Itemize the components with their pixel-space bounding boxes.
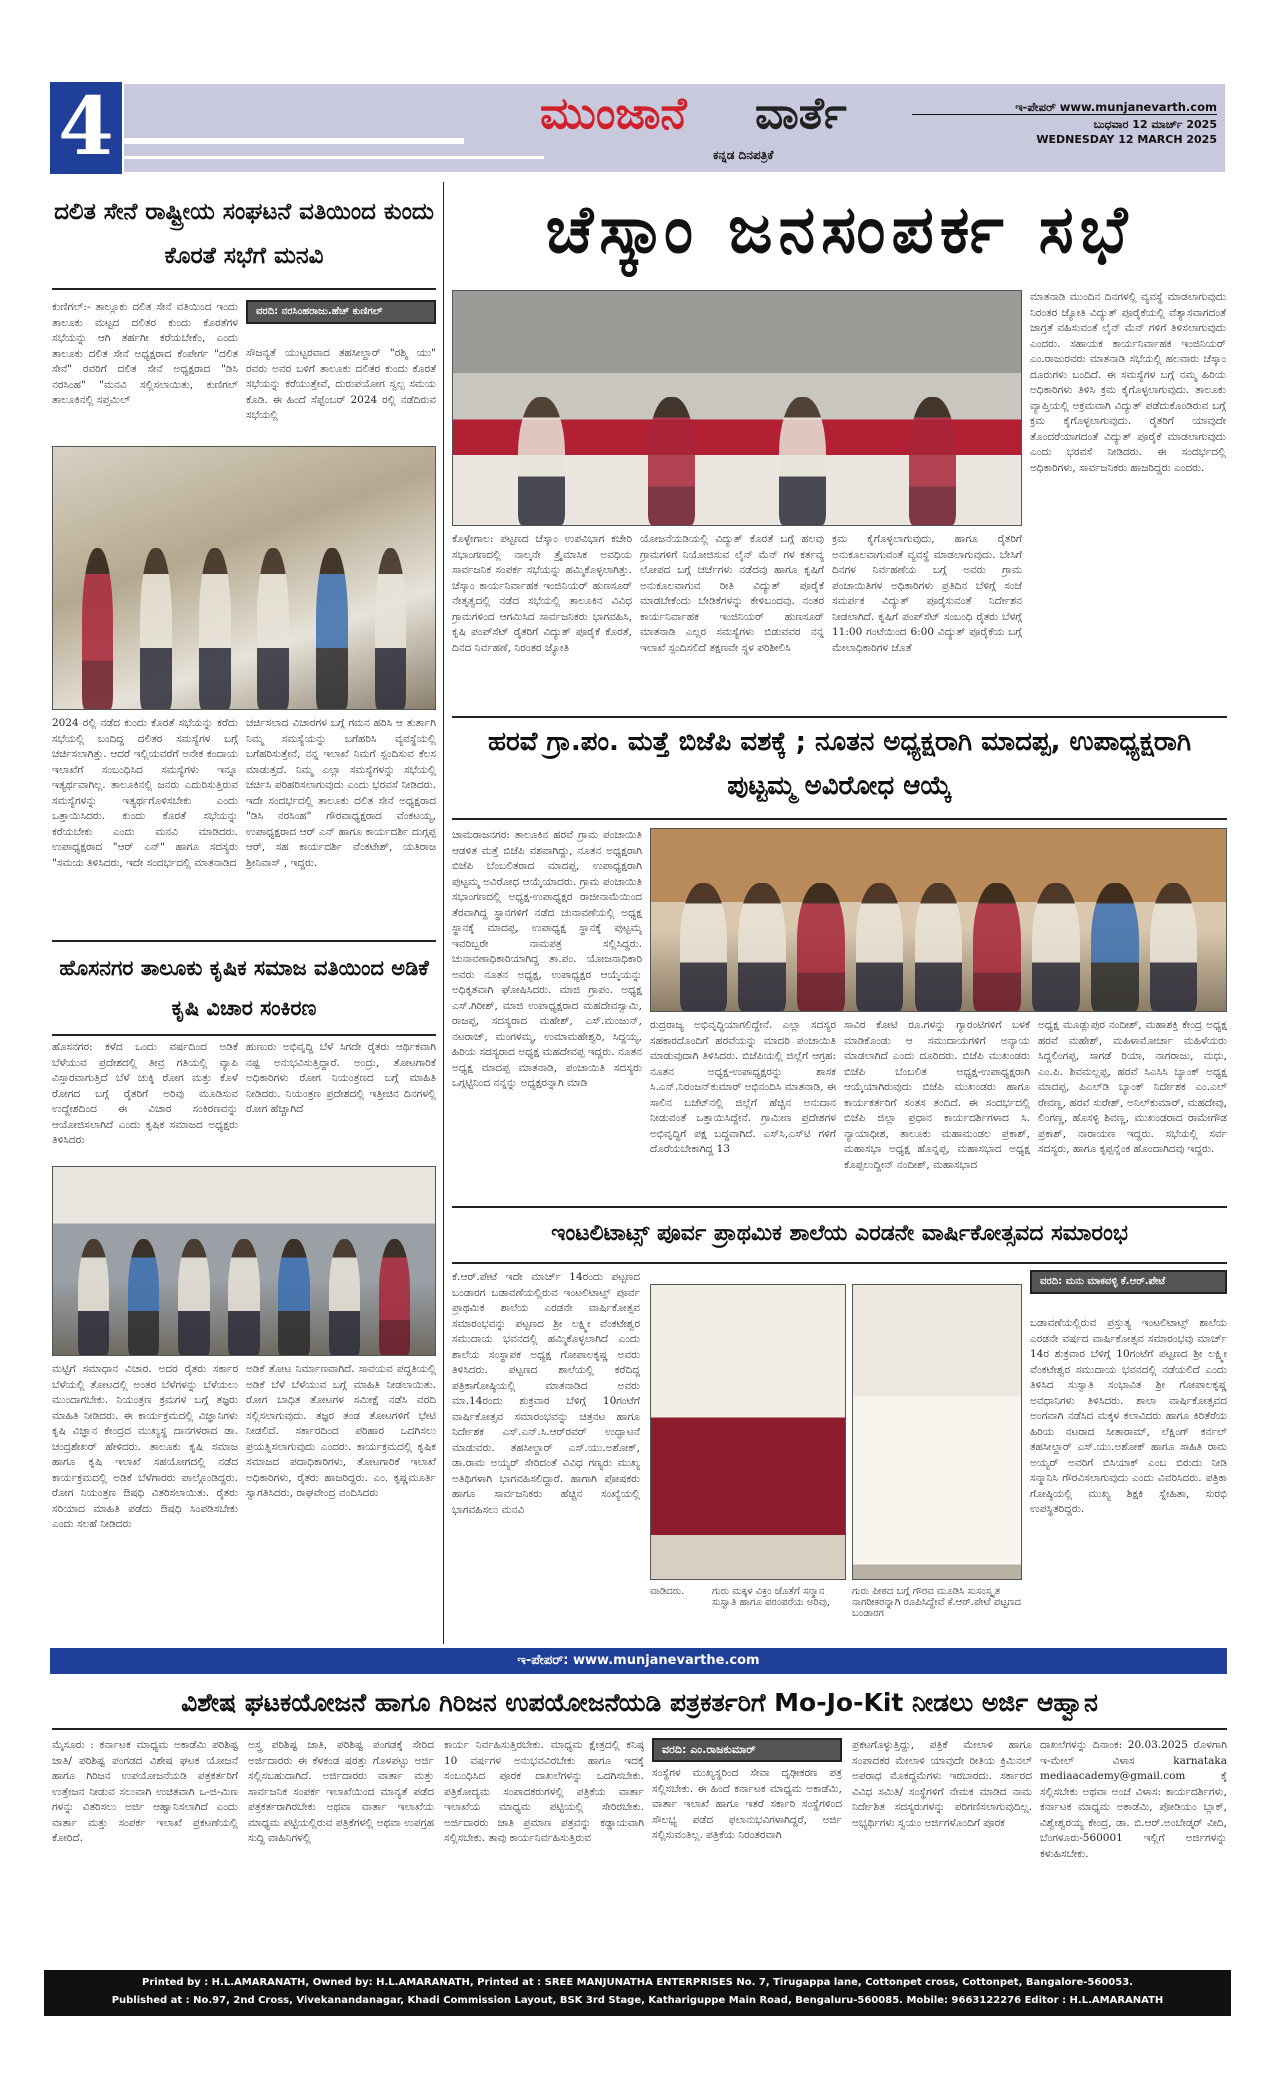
school-col1: ಕೆ.ಆರ್.ಪೇಟೆ ಇದೇ ಮಾರ್ಚ್ 14ರಂದು ಪಟ್ಟಣದ ಬಂಡಾರಗ ಬಡಾವಣೆಯಲ್ಲಿರುವ ಇಂಟಲಿಟಾಟ್ಸ್ ಪೂರ್ವ ಪ್ರಾಥಮಿಕ ಶಾಲೆಯ ಎರಡನೇ ವಾರ್ಷಿಕೋತ್ಸವ ಸಮಾರಂಭವನ್ನು ಪಟ್ಟಣದ ಶ್ರೀ ಲಕ್ಷ್ಮೀ ವೆಂಕಟೇಶ್ವರ ಸಮುದಾಯ ಭವನದಲ್ಲಿ ಹಮ್ಮಿಕೊಳ್ಳಲಾಗಿದೆ ಎಂದು ಶಾಲೆಯ ಸಂಸ್ಥಾಪಕ ಅಧ್ಯಕ್ಷ ಗೋಪಾಲಕೃಷ್ಣ ಅವರು ತಿಳಿಸಿದರು. ಪಟ್ಟಣದ ಶಾಲೆಯಲ್ಲಿ ಕರೆದಿದ್ದ ಪತ್ರಿಕಾಗೋಷ್ಠಿಯಲ್ಲಿ ಮಾತನಾಡಿದ ಅವರು ಮಾ.14ರಂದು ಶುಕ್ರವಾರ ಬೆಳಿಗ್ಗೆ 10ಗಂಟೆಗೆ ವಾರ್ಷಿಕೋತ್ಸವ ಸಮಾರಂಭವನ್ನು ಚಿತ್ರನಟ ಹಾಗೂ ನಿರ್ದೇಶಕ ಎಸ್.ಎನ್.ಸಿ.ಆರ್‌ರವರ್ ಉದ್ಘಾಟನೆ ಮಾಡುವರು. ತಹಸೀಲ್ದಾರ್ ಎಸ್.ಯು.ಅಶೋಕ್, ಡಾ.ರಾಮ ಅಯ್ಯರ್ ಸೇರಿದಂತೆ ವಿವಿಧ ಗಣ್ಯರು ಮುಖ್ಯ ಅತಿಥಿಗಳಾಗಿ ಭಾಗವಹಿಸಲಿದ್ದಾರೆ. ಹಾಗಾಗಿ ಪೋಷಕರು ಹಾಗೂ ಸಾರ್ವಜನಿಕರು ಹೆಚ್ಚಿನ ಸಂಖ್ಯೆಯಲ್ಲಿ ಭಾಗವಹಿಸಲು ಮನವಿ (452, 1271, 640, 1516)
dalita-byline: ವರದಿ: ನರಸಿಂಹರಾಜು.ಹೆಚ್ ಕುಣಿಗಲ್ (246, 300, 436, 324)
masthead-title-1: ಮುಂಜಾನೆ (540, 88, 687, 139)
harave-col3: ಸಾವಿರ ಕೋಟಿ ರೂ.ಗಳನ್ನು ಗ್ಯಾರಂಟಿಗಳಿಗೆ ಬಳಕೆ ಮಾಡಿಕೊಂಡು ಆ ಸಮುದಾಯಗಳಿಗೆ ಅನ್ಯಾಯ ಮಾಡಲಾಗಿದೆ ಎಂದು ದೂರಿದರು. ಬಿಜೆಪಿ ಮುಖಂಡರು ಬಿಜೆಪಿ ಬೆಂಬಲಿತ ಅಧ್ಯಕ್ಷ-ಉಪಾಧ್ಯಕ್ಷರಾಗಿ ಆಯ್ಕೆಯಾಗಿರುವುದು ಬಿಜೆಪಿ ಮುಖಂಡರು ಹಾಗೂ ಕಾರ್ಯಕರ್ತರಿಗೆ ಸಂತಸ ತಂದಿದೆ. ಈ ಸಂದರ್ಭದಲ್ಲಿ ಬಿಜೆಪಿ ಜಿಲ್ಲಾ ಪ್ರಧಾನ ಕಾರ್ಯದರ್ಶಿಗಳಾದ ಸಿ. ನ್ಯಾಯಾಧೀಶ, ತಾಲೂಕು ಮಹಾಮಂಡಲ ಪ್ರಕಾಶ್, ಮಹಾಸಭಾ ಅಧ್ಯಕ್ಷ ಹೊನ್ನಪ್ಪ, ಮಹಾಸಭಾದ ಅಧ್ಯಕ್ಷ ಕೊಪ್ಪಲುದ್ದೀನ್ ನಂದೀಶ್, ಮಹಾಸಭಾದ (844, 1019, 1030, 1171)
epaper-banner-text: ಇ-ಪೇಪರ್: www.munjanevarthe.com (517, 1653, 760, 1668)
hosanagara-col4: ಅಡಿಕೆ ತೋಟ ನಿರ್ಮಾಣವಾಗಿದೆ. ಸಾವಯವ ಪದ್ಧತಿಯಲ್ಲಿ ಅಡಿಕೆ ಬೆಳೆ ಬೆಳೆಯುವ ಬಗ್ಗೆ ಮಾಹಿತಿ ನೀಡಲಾಯಿತು. ರೋಗ ಬಾಧಿತ ತೋಟಗಳ ಸಮೀಕ್ಷೆ ನಡೆಸಿ ವರದಿ ಸಲ್ಲಿಸಲಾಗುವುದು. ತಜ್ಞರ ತಂಡ ತೋಟಗಳಿಗೆ ಭೇಟಿ ನೀಡಲಿದೆ. ಸರ್ಕಾರದಿಂದ ಪರಿಹಾರ ಒದಗಿಸಲು ಪ್ರಯತ್ನಿಸಲಾಗುವುದು ಎಂದರು. ಕಾರ್ಯಕ್ರಮದಲ್ಲಿ ಕೃಷಿಕ ಸಮಾಜದ ಪದಾಧಿಕಾರಿಗಳು, ತೋಟಗಾರಿಕೆ ಇಲಾಖೆ ಅಧಿಕಾರಿಗಳು, ರೈತರು ಹಾಜರಿದ್ದರು. ಎಂ. ಕೃಷ್ಣಮೂರ್ತಿ ಸ್ವಾಗತಿಸಿದರು, ರಾಘವೇಂದ್ರ ವಂದಿಸಿದರು (246, 1363, 436, 1499)
masthead-rule-top (124, 138, 464, 144)
dalita-col1: ಕುಣಿಗಲ್:- ತಾಲ್ಲೂಕು ದಲಿತ ಸೇನೆ ವತಿಯಿಂದ ಇಂದು ತಾಲೂಕು ಮಟ್ಟದ ದಲಿತರ ಕುಂದು ಕೊರತೆಗಳ ಸಭೆಯನ್ನು ಆಗಿ ತರ್ಹಗೀ ಕರೆಯಬೇಕೆಂ, ಎಂದು ತಾಲೂಕು ದಲಿತ ಸೇನೆ ಅಧ್ಯಕ್ಷರಾದ ಕೆಂಪೇರ್ಗ "ದಲಿತ ಸೇನೆ" ರವರಿಗೆ ದಲಿತ ಸೇನೆ ಅಧ್ಯಕ್ಷರಾದ "ಡಿಸಿ ನರಸಿಂಹ" "ಮನವಿ ಸಲ್ಲಿಸಲಾಯಿತು, ಕುಣಿಗಲ್ ತಾಲೂಕಿನಲ್ಲಿ ಸಪ್ತಮಿಲ್ (52, 301, 238, 406)
mojo-col1: ಮೈಸೂರು : ಕರ್ನಾಟಕ ಮಾಧ್ಯಮ ಅಕಾಡೆಮಿ ಪರಿಶಿಷ್ಟ ಜಾತಿ/ ಪರಿಶಿಷ್ಟ ಪಂಗಡದ ವಿಶೇಷ ಘಟಕ ಯೋಜನೆ ಹಾಗೂ ಗಿರಿಜನ ಉಪಯೋಜನೆಯಡಿ ಪತ್ರಕರ್ತರಿಗೆ ಉತ್ತೇಜನ ನೀಡುವ ಸಲುವಾಗಿ ಉಚಿತವಾಗಿ ಒ-ಜಿ-ಮಿಣ ಗಳನ್ನು ವಿತರಿಸಲು ಅರ್ಜಿ ಆಹ್ವಾನಿಸಲಾಗಿದೆ ಎಂದು ವಾರ್ತಾ ಮತ್ತು ಸಂಪರ್ಕ ಇಲಾಖೆ ಪ್ರಕಟಣೆಯಲ್ಲಿ ಕೋರಿದೆ. (52, 1739, 238, 1844)
cescom-headline: ಚೆಸ್ಕಾಂ ಜನಸಂಪರ್ಕ ಸಭೆ (545, 191, 1134, 268)
epaper-url: ಇ-ಪೇಪರ್ www.munjanevarth.com (1015, 100, 1217, 114)
dalita-photo (52, 446, 436, 710)
mojo-byline: ವರದಿ: ಎಂ.ರಾಜಕುಮಾರ್ (652, 1738, 842, 1762)
school-photo-1 (650, 1284, 846, 1580)
date-kannada: ಬುಧವಾರ 12 ಮಾರ್ಚ್ 2025 (1093, 118, 1217, 131)
epaper-banner (50, 1648, 1227, 1674)
masthead-rule-bottom (124, 156, 544, 159)
school-headline: ಇಂಟಲಿಟಾಟ್ಸ್ ಪೂರ್ವ ಪ್ರಾಥಮಿಕ ಶಾಲೆಯ ಎರಡನೇ ವಾರ್ಷಿಕೋತ್ಸವದ ಸಮಾರಂಭ (551, 1221, 1128, 1246)
harave-col2: ರುದ್ರರಾಜ್ಯ ಅಭಿವೃದ್ಧಿಯಾಗಲಿದ್ದೇನೆ. ಎಲ್ಲಾ ಸದಸ್ಯರ ಸಹಕಾರದೊಂದಿಗೆ ಹರವೆಯನ್ನು ಮಾದರಿ ಪಂಚಾಯಿತಿ ಮಾಡುವುದಾಗಿ ತಿಳಿಸಿದರು. ಬಿಜೆಪಿಯಲ್ಲಿ ಜಿಲ್ಲೆಗೆ ಆಗ್ರಹ: ನೂತನ ಅಧ್ಯಕ್ಷ-ಉಪಾಧ್ಯಕ್ಷರನ್ನು ಶಾಸಕ ಸಿ.ಎನ್.ನಿರಂಜನ್‌ಕುಮಾರ್ ಅಭಿನಂದಿಸಿ ಮಾತನಾಡಿ, ಈ ಸಾಲಿನ ಬಜೆಟ್‌ನಲ್ಲಿ ಜಿಲ್ಲೆಗೆ ಹೆಚ್ಚಿನ ಅನುದಾನ ನೀಡುವಂತೆ ಒತ್ತಾಯಿಸಿದ್ದೇನೆ. ಗ್ರಾಮೀಣ ಪ್ರದೇಶಗಳ ಅಭಿವೃದ್ಧಿಗೆ ಪಕ್ಷ ಬದ್ಧವಾಗಿದೆ. ಎಸ್‌ಸಿ,ಎಸ್‌ಟಿ ಗಳಿಗೆ ದೊರೆಯಬೇಕಾಗಿದ್ದ 13 (650, 1019, 836, 1155)
masthead (50, 79, 1225, 174)
dalita-col3: 2024 ರಲ್ಲಿ ನಡೆದ ಕುಂದು ಕೊರತೆ ಸಭೆಯನ್ನು ಕರೆದು ಸಭೆಯಲ್ಲಿ ಬಂದಿದ್ದ ದಲಿತರ ಸಮಸ್ಯೆಗಳ ಬಗ್ಗೆ ಚರ್ಚಿಸಲಾಗಿತ್ತು. ಆದರೆ ಇಲ್ಲಿಯವರೆಗೆ ಅನೇಕ ಕಂದಾಯ ಇಲಾಖೆಗೆ ಸಂಬಂಧಿಸಿದ ಸಮಸ್ಯೆಗಳು ಇನ್ನೂ ಇತ್ಯರ್ಥವಾಗಿಲ್ಲ. ತಾಲೂಕಿನಲ್ಲಿ ಜನರು ಎದುರಿಸುತ್ತಿರುವ ಸಮಸ್ಯೆಗಳನ್ನು ಇತ್ಯರ್ಥಗೊಳಿಸಬೇಕು ಎಂದು ಒತ್ತಾಯಿಸಿದರು. ಕುಂದು ಕೊರತೆ ಸಭೆಯನ್ನು ಕರೆಯಬೇಕು ಎಂದು ಮನವಿ ಮಾಡಿದರು. ಉಪಾಧ್ಯಕ್ಷರಾದ "ಆರ್ ಎನ್" ಹಾಗೂ ಸದಸ್ಯರು "ಸಮಯ ತಿಳಿಸಿದರು, ಇದೇ ಸಂದರ್ಭದಲ್ಲಿ ಮಾತನಾಡಿದ (52, 717, 238, 869)
mojo-col2: ಅಸ್ತ್ರ ಪರಿಶಿಷ್ಟ ಜಾತಿ, ಪರಿಶಿಷ್ಟ ಪಂಗಡಕ್ಕೆ ಸೇರಿದ ಅರ್ಜಿದಾರರು ಈ ಕೆಳಕಂಡ ಷರತ್ತು ಗೊಳಪಟ್ಟು ಅರ್ಜಿ ಸಲ್ಲಿಸಬಹುದಾಗಿದೆ. ಅರ್ಜಿದಾರರು ವಾರ್ತಾ ಮತ್ತು ಸಾರ್ವಜನಿಕ ಸಂಪರ್ಕ ಇಲಾಖೆಯಿಂದ ಮಾನ್ಯತೆ ಪಡೆದ ಪತ್ರಕರ್ತರಾಗಿರಬೇಕು ಅಥವಾ ವಾರ್ತಾ ಇಲಾಖೆಯ ಮಾಧ್ಯಮ ಪಟ್ಟಿಯಲ್ಲಿರುವ ಪತ್ರಿಕೆಗಳಲ್ಲಿ ಅಥವಾ ಉಪಗ್ರಹ ಸುದ್ದಿ ವಾಹಿನಿಗಳಲ್ಲಿ (248, 1739, 434, 1844)
mojo-col4: ಸಂಸ್ಥೆಗಳ ಮುಖ್ಯಸ್ಥರಿಂದ ಸೇವಾ ದೃಢೀಕರಣ ಪತ್ರ ಸಲ್ಲಿಸಬೇಕು. ಈ ಹಿಂದೆ ಕರ್ನಾಟಕ ಮಾಧ್ಯಮ ಅಕಾಡೆಮಿ, ವಾರ್ತಾ ಇಲಾಖೆ ಹಾಗೂ ಇತರೆ ಸರ್ಕಾರಿ ಸಂಸ್ಥೆಗಳಿಂದ ಸೌಲಭ್ಯ ಪಡೆದ ಫಲಾನುಭವಿಗಳಾಗಿದ್ದರೆ, ಅರ್ಜಿ ಸಲ್ಲಿಸುವಂತಿಲ್ಲ. ಪತ್ರಿಕೆಯ ನಿರಂತರವಾಗಿ (652, 1767, 842, 1841)
harave-photo (650, 828, 1227, 1012)
hosanagara-col1: ಹೊಸನಗರ: ಕಳೆದ ಒಂದು ವರ್ಷದಿಂದ ಅಡಿಕೆ ಬೆಳೆಯುವ ಪ್ರದೇಶದಲ್ಲಿ ತೀವ್ರ ಗತಿಯಲ್ಲಿ ವ್ಯಾಪಿ ವಿಸ್ತಾರವಾಗುತ್ತಿದೆ ಬೆಳೆ ಚುಕ್ಕಿ ರೋಗ ಮತ್ತು ಕೊಳೆ ರೋಗದ ಬಗ್ಗೆ ರೈತರಿಗೆ ಅರಿವು ಮೂಡಿಸುವ ಉದ್ದೇಶದಿಂದ ಈ ವಿಚಾರ ಸಂಕಿರಣವನ್ನು ಆಯೋಜಿಸಲಾಗಿದೆ ಎಂದು ಕೃಷಿಕ ಸಮಾಜದ ಅಧ್ಯಕ್ಷರು ತಿಳಿಸಿದರು (52, 1041, 238, 1146)
school-col4: ಬಡಾವಣೆಯಲ್ಲಿರುವ ಪ್ರಸ್ತುತ್ಯ ಇಂಟಲಿಟಾಟ್ಸ್ ಶಾಲೆಯ ಎರಡನೇ ವರ್ಷದ ವಾರ್ಷಿಕೋತ್ಸವ ಸಮಾರಂಭವು ಮಾರ್ಚ್ 14ರ ಶುಕ್ರವಾರ ಬೆಳಿಗ್ಗೆ 10ಗಂಟೆಗೆ ಪಟ್ಟಣದ ಶ್ರೀ ಲಕ್ಷ್ಮೀ ವೆಂಕಟೇಶ್ವರ ಸಮುದಾಯ ಭವನದಲ್ಲಿ ನಡೆಯಲಿದೆ ಎಂದು ತಿಳಿಸಿದ ಸುಸ್ವಾತಿ ಸಂಭಾವಿತ ಶ್ರೀ ಗೋಪಾಲಕೃಷ್ಣ ಅವಧಾನಿಗಳು ತಿಳಿಸಿದರು. ಶಾಲಾ ವಾರ್ಷಿಕೋತ್ಸವದ ಅಂಗವಾಗಿ ನಡೆಸಿದ ಮಕ್ಕಳ ಕಲಾವಿದರು ಹಾಗೂ ಕಿರಿತೆರೆಯ ಹಿರಿಯ ನಟರಾದ ಸೀತಾರಾಮ್, ಲೆಕ್ಷಿಂಗ್ ಕರ್ನಲ್ ತಹಸೀಲ್ದಾರ್ ಎಸ್.ಯು.ಅಶೋಕ್ ಹಾಗೂ ಸಾಹಿತಿ ರಾಮ ಅಯ್ಯರ್ ಅವರಿಗೆ ಬಿಸಿಯಾಕ್ ಎಂಬ ಬಿರುದು ನೀಡಿ ಸನ್ಮಾನಿಸಿ ಗೌರವಿಸಲಾಗುವುದು ಎಂದು ವಿವರಿಸಿದರು. ಪತ್ರಿಕಾ ಗೋಷ್ಠಿಯಲ್ಲಿ ಮುಖ್ಯ ಶಿಕ್ಷಕಿ ಸ್ನೇಹಿತಾ, ಸುರಭಿ ಉಪಸ್ಥಿತರಿದ್ದರು. (1030, 1317, 1227, 1515)
imprint-line-2: Published at : No.97, 2nd Cross, Vivekanandanagar, Khadi Commission Layout, BSK 3rd Stage, Kathariguppe Main Road, Bengaluru-560085. Mobile: 9663122276 Editor : H.L.AMARANATH (111, 1995, 1164, 2006)
dalita-col2: ಸೌಜನ್ಯತೆ ಯುಟ್ಟರವಾದ ತಹಸೀಲ್ದಾರ್ "ರಶ್ಮಿ ಯು" ರವರು ಅವರ ಬಳಿಗೆ ತಾಲೂಕು ದಲಿತರ ಕುಂದು ಕೊರತೆ ಸಭೆಯನ್ನು ಕರೆಯುತ್ತೇವೆ, ದುರುಪಯೋಗ ಸ್ವಲ್ಪ ಸಮಯ ಕೊಡಿ. ಈ ಹಿಂದೆ ಸೆಪ್ಟೆಂಬರ್ 2024 ರಲ್ಲಿ ನಡೆದಿರುವ ಸಭೆಯಲ್ಲಿ (246, 347, 436, 421)
imprint-line-1: Printed by : H.L.AMARANATH, Owned by: H.L.AMARANATH, Printed at : SREE MANJUNATHA ENTERPRISES No. 7, Tirugappa lane, Cottonpet cross, Cottonpet, Bangalore-560053. (142, 1977, 1133, 1988)
masthead-title-2: ವಾರ್ತೆ (755, 88, 847, 139)
hosanagara-col3: ಮಟ್ಟಿಗೆ ಸಮಾಧಾನ ವಿಚಾರ. ಅದರ ರೈತರು ಸರ್ಕಾರ ಬೆಳೆಯಲ್ಲಿ ತೋಟದಲ್ಲಿ ಅಂತರ ಬೆಳೆಗಳನ್ನು ಬೆಳೆಯಲು ಮುಂದಾಗಬೇಕು. ನಿಯಂತ್ರಣ ಕ್ರಮಗಳ ಬಗ್ಗೆ ತಜ್ಞರು ಮಾಹಿತಿ ನೀಡಿದರು. ಈ ಕಾರ್ಯಕ್ರಮದಲ್ಲಿ ವಿಜ್ಞಾನಿಗಳು ಕೃಷಿ ವಿಜ್ಞಾನ ಕೇಂದ್ರದ ಮುಖ್ಯಸ್ಥ ದಾನಗಳರಾದ ಡಾ. ಚಂದ್ರಶೇಖರ್ ಹೇಳಿದರು. ತಾಲೂಕು ಕೃಷಿ ಸಮಾಜ ಹಾಗೂ ಕೃಷಿ ಇಲಾಖೆ ಸಹಯೋಗದಲ್ಲಿ ನಡೆದ ಕಾರ್ಯಕ್ರಮದಲ್ಲಿ ಅಡಿಕೆ ಬೆಳೆಗಾರರು ಪಾಲ್ಗೊಂಡಿದ್ದರು. ರೋಗ ನಿಯಂತ್ರಣ ಔಷಧಿ ವಿತರಿಸಲಾಯಿತು. ರೈತರು ಸರಿಯಾದ ಮಾಹಿತಿ ಪಡೆದು ಔಷಧಿ ಸಿಂಪಡಿಸಬೇಕು ಎಂದು ಸಲಹೆ ನೀಡಿದರು (52, 1363, 238, 1530)
harave-headline: ಹರವೆ ಗ್ರಾ.ಪಂ. ಮತ್ತೆ ಬಿಜೆಪಿ ವಶಕ್ಕೆ ; ನೂತನ ಅಧ್ಯಕ್ಷರಾಗಿ ಮಾದಪ್ಪ, ಉಪಾಧ್ಯಕ್ಷರಾಗಿ ಪುಟ್ಟಮ್ಮ ಅವಿರೋಧ ಆಯ್ಕೆ (487, 727, 1192, 801)
dalita-col4: ಚರ್ಚಿಸಲಾದ ವಿಚಾರಗಳ ಬಗ್ಗೆ ಗಮನ ಹರಿಸಿ ಆ ತುರ್ತಾಗಿ ನಿಮ್ಮ ಸಮಸ್ಯೆಯನ್ನು ಬಗೆಹರಿಸಿ ವ್ಯವಸ್ಥೆಯಲ್ಲಿ ಬಗೆಹರಿಸುತ್ತೇನೆ, ನನ್ನ ಇಲಾಖೆ ನಿಮಗೆ ಸ್ಪಂದಿಸುವ ಕೆಲಸ ಮಾಡುತ್ತದೆ. ನಿಮ್ಮ ಎಲ್ಲಾ ಸಮಸ್ಯೆಗಳನ್ನು ಸಭೆಯಲ್ಲಿ ಚರ್ಚಿಸಿ ಪರಿಹರಿಸಲಾಗುವುದು ಎಂದು ಭರವಸೆ ನೀಡಿದರು. ಇದೇ ಸಂದರ್ಭದಲ್ಲಿ ತಾಲೂಕು ದಲಿತ ಸೇನೆ ಅಧ್ಯಕ್ಷರಾದ "ಡಿಸಿ ನರಸಿಂಹ" ಗೌರವಾಧ್ಯಕ್ಷರಾದ ವೆಂಕಟಯ್ಯ, ಉಪಾಧ್ಯಕ್ಷರಾದ ಆರ್ ಎನ್ ಹಾಗೂ ಕಾರ್ಯದರ್ಶಿ ದುಗ್ಗಪ್ಪ ಆರ್, ಸಹ ಕಾರ್ಯದರ್ಶಿ ವೆಂಕಟೇಶ್, ಯತಿರಾಜ ಶ್ರೀನಿವಾಸ್ , ಇದ್ದರು. (246, 717, 436, 869)
school-photo-2 (852, 1284, 1022, 1580)
harave-col4: ಅಧ್ಯಕ್ಷ ಮೂಡ್ಲುಪುರ ನಂದೀಶ್, ಮಹಾಶಕ್ತಿ ಕೇಂದ್ರ ಅಧ್ಯಕ್ಷ ಹರವೆ ಮಹೇಶ್, ಮಹಿಳಾಮೋರ್ಚಾ ಮಹಿಳೆಯರು ಸಿದ್ದಲಿಂಗಪ್ಪ, ಸಾಗಡೆ ರಿಯಾ, ನಾಗರಾಜು, ಮಧು, ಎಂ.ಪಿ. ಶಿವಮಲ್ಲಪ್ಪ, ಹರವೆ ಸಿಎಸಿಸಿ ಬ್ಯಾಂಕ್ ಅಧ್ಯಕ್ಷ ಮಾದಪ್ಪ, ಪಿಎಲ್‌ಡಿ ಬ್ಯಾಂಕ್ ನಿರ್ದೇಶಕ ಎಂ.ಎಲ್ ರೇವಣ್ಣ, ಹರವೆ ಸುರೇಶ್, ಅನಿಲ್‌ಕುಮಾರ್, ಮಹದೇವು, ಲಿಂಗಣ್ಣ, ಹೊಸಳ್ಳಿ ಶಿವಣ್ಣ, ಮುಖಂಡರಾದ ರಾಮೇಗೌಡ ಪ್ರಕಾಶ್, ನಾರಾಯಣ ಇದ್ದರು. ಸಭೆಯಲ್ಲಿ ಸರ್ವ ಸದಸ್ಯರು, ಹಾಗೂ ಕೃಪ್ಪನ್ನೆಂಕ ಹೊಂದಾಗಿದವು ಇದ್ದರು. (1038, 1019, 1227, 1155)
column-divider-main (443, 182, 444, 1644)
school-byline: ವರದಿ: ಮನು ಮಾಕವಳ್ಳಿ ಕೆ.ಆರ್.ಪೇಟೆ (1030, 1270, 1227, 1294)
cescom-photo (452, 290, 1022, 526)
harave-col1: ಚಾಮರಾಜನಗರ: ತಾಲೂಕಿನ ಹರವೆ ಗ್ರಾಮ ಪಂಚಾಯಿತಿ ಆಡಳಿತ ಮತ್ತೆ ಬಿಜೆಪಿ ವಶವಾಗಿದ್ದು, ನೂತನ ಅಧ್ಯಕ್ಷರಾಗಿ ಬಿಜೆಪಿ ಬೆಂಬಲಿತರಾದ ಮಾದಪ್ಪ, ಉಪಾಧ್ಯಕ್ಷರಾಗಿ ಪುಟ್ಟಮ್ಮ ಅವಿರೋಧ ಆಯ್ಕೆಯಾದರು. ಗ್ರಾಮ ಪಂಚಾಯಿತಿ ಸಭಾಂಗಣದಲ್ಲಿ ಅಧ್ಯಕ್ಷ-ಉಪಾಧ್ಯಕ್ಷರ ರಾಜೀನಾಮೆಯಿಂದ ತೆರವಾಗಿದ್ದ ಸ್ಥಾನಗಳಿಗೆ ನಡೆದ ಚುನಾವಣೆಯಲ್ಲಿ ಅಧ್ಯಕ್ಷ ಸ್ಥಾನಕ್ಕೆ ಮಾದಪ್ಪ, ಉಪಾಧ್ಯಕ್ಷ ಸ್ಥಾನಕ್ಕೆ ಪುಟ್ಟಮ್ಮ ಇವರಿಬ್ಬರೇ ನಾಮಪತ್ರ ಸಲ್ಲಿಸಿದ್ದರು. ಚುನಾವಣಾಧಿಕಾರಿಯಾಗಿದ್ದ ತಾ.ಪಂ. ಯೋಜನಾಧಿಕಾರಿ ಅವರು ನೂತನ ಅಧ್ಯಕ್ಷ, ಉಪಾಧ್ಯಕ್ಷರ ಆಯ್ಕೆಯನ್ನು ಅಧಿಕೃತವಾಗಿ ಘೋಷಿಸಿದರು. ಮಾಜಿ ಗ್ರಾಪಂ. ಅಧ್ಯಕ್ಷ ಎಸ್.ಗಿರೀಶ್, ಮಾಜಿ ಉಪಾಧ್ಯಕ್ಷರಾದ ಮಹದೇವಸ್ವಾಮಿ, ರಾಜಪ್ಪ, ಸದಸ್ಯರಾದ ಮಹೇಶ್, ಎಸ್.ಮಂಜುನ್, ನಟರಾಜ್, ಮಂಗಳಮ್ಮ, ಉಮಾಮಹೇಶ್ವರಿ, ಸಿದ್ದಯ್ಯ, ಹಿರಿಯ ಸದಸ್ಯರಾದ ಅಧ್ಯಕ್ಷ ಮಹದೇವಪ್ಪ ಇದ್ದರು. ನೂತನ ಅಧ್ಯಕ್ಷ ಮಾದಪ್ಪ ಮಾತನಾಡಿ, ಪಂಚಾಯಿತಿ ಸದಸ್ಯರು ಒಗ್ಗಟ್ಟಿನಿಂದ ನನ್ನನ್ನು ಅಧ್ಯಕ್ಷರನ್ನಾಗಿ ಮಾಡಿ (452, 829, 642, 1089)
cescom-col4: ಮಾತನಾಡಿ ಮುಂದಿನ ದಿನಗಳಲ್ಲಿ ವ್ಯವಸ್ಥೆ ಮಾಡಲಾಗುವುದು ನಿರಂತರ ಜ್ಯೋತಿ ವಿದ್ಯುತ್ ಪೂರೈಕೆಯಲ್ಲಿ ವೆತ್ಯಾಸವಾಗದಂತೆ ಜಾಗ್ರತೆ ವಹಿಸುವಂತೆ ಲೈನ್ ಮೆನ್ ಗಳಿಗೆ ತಿಳಿಸಲಾಗುವುದು ಎಂದರು. ಸಹಾಯಕ ಕಾರ್ಯನಿರ್ವಾಹಕ ಇಂಜಿನಿಯರ್ ಎಂ.ರಾಜುರವರು ಮಾತನಾಡಿ ಸಭೆಯಲ್ಲಿ ಹಲವಾರು ಚೆಸ್ಕಾಂ ದೂರುಗಳು ಬಂದಿದೆ. ಈ ಸಮಸ್ಯೆಗಳ ಬಗ್ಗೆ ನಮ್ಮ ಹಿರಿಯ ಅಧಿಕಾರಿಗಳು ತಿಳಿಸಿ ಕ್ರಮ ಕೈಗೊಳ್ಳಲಾಗುವುದು. ತಾಲೂಕು ವ್ಯಾಪ್ತಿಯಲ್ಲಿ ಅಕ್ರಮವಾಗಿ ವಿದ್ಯುತ್ ಪಡೆದುಕೊಂಡಿರುವ ಬಗ್ಗೆ ಕ್ರಮ ಕೈಗೊಳ್ಳಲಾಗುವುದು. ರೈತರಿಗೆ ಯಾವುದೇ ತೊಂದರೆಯಾಗದಂತೆ ವಿದ್ಯುತ್ ಪೂರೈಕೆ ಮಾಡಲಾಗುವುದು ಎಂದು ಭರವಸೆ ನೀಡಿದರು. ಈ ಸಂದರ್ಭದಲ್ಲಿ ಅಧಿಕಾರಿಗಳು, ಸಾರ್ವಜನಿಕರು ಹಾಜರಿದ್ದರು ಎಂದರು. (1030, 291, 1226, 474)
mojo-col6: ದಾಖಲೆಗಳನ್ನು ದಿನಾಂಕ: 20.03.2025 ರೊಳಗಾಗಿ ಇ-ಮೇಲ್ ವಿಳಾಸ karnataka mediaacademy@gmail.com ಕ್ಕೆ ಸಲ್ಲಿಸಬೇಕು ಅಥವಾ ಅಂಚೆ ವಿಳಾಸ: ಕಾರ್ಯದರ್ಶಿಗಳು, ಕರ್ನಾಟಕ ಮಾಧ್ಯಮ ಅಕಾಡೆಮಿ, ಪೋಡಿಯಂ ಬ್ಲಾಕ್, ವಿಶ್ವೇಶ್ವರಯ್ಯ ಕೇಂದ್ರ, ಡಾ. ಬಿ.ಆರ್.ಅಂಬೇಡ್ಕರ್ ವೀದಿ, ಬೆಂಗಳೂರು-560001 ಇಲ್ಲಿಗೆ ಅರ್ಜಿಗಳನ್ನು ಕಳುಹಿಸಬೇಕು. (1040, 1739, 1227, 1860)
school-caption-2: ಗುರು ಮಕ್ಕಳ ವಿಕ್ರಂ ಜೊತೆಗೆ ಸನ್ಮಾನ ಸುಸ್ವಾತಿ ಹಾಗೂ ಪರಂಪರೆಯ ಅರಿವು, (712, 1586, 831, 1608)
mojo-col3: ಕಾರ್ಯ ನಿರ್ವಹಿಸುತ್ತಿರಬೇಕು. ಮಾಧ್ಯಮ ಕ್ಷೇತ್ರದಲ್ಲಿ ಕನಿಷ್ಠ 10 ವರ್ಷಗಳ ಅನುಭವವಿರಬೇಕು ಹಾಗೂ ಇದಕ್ಕೆ ಸಂಬಂಧಿಸಿದ ಪೂರಕ ದಾಖಲೆಗಳನ್ನು ಒದಗಿಸಬೇಕು. ಪತ್ರಿಕೋದ್ಯಮ ಸಂಪಾದಕರುಗಳಲ್ಲಿ ಪತ್ರಿಕೆಯ ವಾರ್ತಾ ಇಲಾಖೆಯ ಮಾಧ್ಯಮ ಪಟ್ಟಿಯಲ್ಲಿ ಸೇರಿರಬೇಕು. ಅರ್ಜಿದಾರರು ಜಾತಿ ಪ್ರಮಾಣ ಪತ್ರವನ್ನು ಕಡ್ಡಾಯವಾಗಿ ಸಲ್ಲಿಸಬೇಕು. ತಾವು ಕಾರ್ಯನಿರ್ವಹಿಸುತ್ತಿರುವ (444, 1739, 644, 1844)
school-caption-3: ಗುರು ಪೀಠದ ಬಗ್ಗೆ ಗೌರವ ಮೂಡಿಸಿ ಸುಸಂಸ್ಕೃತ ನಾಗರೀಕರನ್ನಾಗಿ ರೂಪಿಸಿದ್ದೇವೆ ಕೆ.ಆರ್.ಪೇಟೆ ಪಟ್ಟಣದ ಬಂಡಾರಗ (852, 1586, 1021, 1619)
school-caption-1: ವಾಡಿದರು. (650, 1586, 685, 1597)
mojo-col5: ಪ್ರಕಟಗೊಳ್ಳುತ್ತಿದ್ದು, ಪತ್ರಿಕೆ ಮೇಲಾಳಿ ಹಾಗೂ ಸಂಪಾದಕರ ಮೇಲಾಳಿ ಯಾವುದೇ ರೀತಿಯ ಕ್ರಿಮಿನಲ್ ಅಪರಾಧ ಮೊಕದ್ದಮೆಗಳು ಇರಬಾರದು. ಸರ್ಕಾರದ ವಿವಿಧ ಸಮಿತಿ/ ಸಂಸ್ಥೆಗಳಿಗೆ ನೇಮಕ ಮಾಡಿದ ನಾಮ ನಿರ್ದೇಶಿತ ಸದಸ್ಯರುಗಳನ್ನು ಪರಿಗಣಿಸಲಾಗುವುದಿಲ್ಲ. ಅಭ್ಯರ್ಥಿಗಳು ಸ್ವಯಂ ಅರ್ಜಿಗಳೊಂದಿಗೆ ಪೂರಕ (852, 1739, 1032, 1829)
hosanagara-col2: ಹುಣುರು ಅಭಿವೃದ್ಧಿ ಬೆಳೆ ಸಿಗದೇ ರೈತರು ಆರ್ಥಿಕವಾಗಿ ನಷ್ಟ ಅನುಭವಿಸುತ್ತಿದ್ದಾರೆ. ಅಂದ್ರು, ತೋಟಗಾರಿಕೆ ಅಧಿಕಾರಿಗಳು ರೋಗ ನಿಯಂತ್ರಣದ ಬಗ್ಗೆ ಮಾಹಿತಿ ನೀಡಿದರು. ನಿಯಂತ್ರಣ ಪ್ರದೇಶದಲ್ಲಿ ಇತ್ತೀಚಿನ ದಿನಗಳಲ್ಲಿ ರೋಗ ಹೆಚ್ಚಾಗಿದೆ (246, 1041, 436, 1115)
cescom-col2: ಯೋಜನೆಯಡಿಯಲ್ಲಿ ವಿದ್ಯುತ್ ಕೊರತೆ ಬಗ್ಗೆ ಹಲವು ಗ್ರಾಮಗಳಿಗೆ ನಿಯೋಜಿಸುವ ಲೈನ್ ಮೆನ್ ಗಳ ಕರ್ತವ್ಯ ಲೋಪದ ಬಗ್ಗೆ ಚರ್ಚೆಗಳು ನಡೆದವು ಹಾಗೂ ಕೃಷಿಗೆ ಅನುಕೂಲವಾಗುವ ರೀತಿ ವಿದ್ಯುತ್ ಪೂರೈಕೆ ಮಾಡಬೇಕೆಂದು ಬೇಡಿಕೆಗಳನ್ನು ಕೇಳಿಬಂದವು. ನಂತರ ಕಾರ್ಯನಿರ್ವಾಹಕ ಇಂಜಿನಿಯರ್ ಹುಣಸೂರ್ ಮಾತನಾಡಿ ಎಲ್ಲರ ಸಮಸ್ಯೆಗಳು ಬಿಡುವವರ ನನ್ನ ಇಲಾಖೆ ಸ್ಪಂದಿಸಲಿದೆ ತಕ್ಷಣವೇ ಸ್ಥಳ ಪರಿಶೀಲಿಸಿ (640, 533, 824, 654)
hosanagara-headline: ಹೊಸನಗರ ತಾಲೂಕು ಕೃಷಿಕ ಸಮಾಜ ವತಿಯಿಂದ ಅಡಿಕೆ ಕೃಷಿ ವಿಚಾರ ಸಂಕಿರಣ (59, 956, 429, 1020)
masthead-subtitle: ಕನ್ನಡ ದಿನಪತ್ರಿಕೆ (713, 148, 774, 162)
cescom-col3: ಕ್ರಮ ಕೈಗೊಳ್ಳಲಾಗುವುದು, ಹಾಗೂ ರೈತರಿಗೆ ಅನುಕೂಲವಾಗುವಂತೆ ವ್ಯವಸ್ಥೆ ಮಾಡಲಾಗುವುದು. ಬೇಸಿಗೆ ದಿನಗಳ ನಿರ್ವಹಣೆಯ ಬಗ್ಗೆ ಅವರು ಗ್ರಾಮ ಪಂಚಾಯಿತಿಗಳ ಅಧಿಕಾರಿಗಳು ಪ್ರತಿದಿನ ಬೆಳಿಗ್ಗೆ ಸಂಜೆ ಸಮರ್ಪಕ ವಿದ್ಯುತ್ ಪೂರೈಸುವಂತೆ ನಿರ್ದೇಶನ ನೀಡಲಾಗಿದೆ. ಕೃಷಿಗೆ ಪಂಪ್‌ಸೆಟ್ ಸಂಬಂಧಿ ರೈತರು ಬೆಳಗ್ಗೆ 11:00 ಗಂಟೆಯಿಂದ 6:00 ವಿದ್ಯುತ್ ಪೂರೈಕೆಯ ಬಗ್ಗೆ ಮೇಲಾಧಿಕಾರಿಗಳ ಜೊತೆ (832, 533, 1022, 654)
page-number: 4 (58, 79, 114, 173)
date-english: WEDNESDAY 12 MARCH 2025 (1036, 133, 1217, 146)
dalita-headline: ದಲಿತ ಸೇನೆ ರಾಷ್ಟ್ರೀಯ ಸಂಘಟನೆ ವತಿಯಿಂದ ಕುಂದು ಕೊರತೆ ಸಭೆಗೆ ಮನವಿ (54, 199, 434, 269)
mojo-headline: ವಿಶೇಷ ಘಟಕಯೋಜನೆ ಹಾಗೂ ಗಿರಿಜನ ಉಪಯೋಜನೆಯಡಿ ಪತ್ರಕರ್ತರಿಗೆ Mo-Jo-Kit ನೀಡಲು ಅರ್ಜಿ ಆಹ್ವಾನ (181, 1688, 1098, 1717)
cescom-col1: ಕೊಳ್ಳೇಗಾಲ: ಪಟ್ಟಣದ ಚೆಸ್ಕಾಂ ಉಪವಿಭಾಗ ಕಚೇರಿ ಸಭಾಂಗಣದಲ್ಲಿ ನಾಲ್ಕನೇ ತ್ರೈಮಾಸಿಕ ಅವಧಿಯ ಸಾರ್ವಜನಿಕ ಸಂಪರ್ಕ ಸಭೆಯನ್ನು ಹಮ್ಮಿಕೊಳ್ಳಲಾಗಿತ್ತು. ಚೆಸ್ಕಾಂ ಕಾರ್ಯನಿರ್ವಾಹಕ ಇಂಜಿನಿಯರ್ ಹುಣಸೂರ್ ನೇತೃತ್ವದಲ್ಲಿ ನಡೆದ ಸಭೆಯಲ್ಲಿ ತಾಲೂಕಿನ ವಿವಿಧ ಗ್ರಾಮಗಳಿಂದ ಆಗಮಿಸಿದ ಸಾರ್ವಜನಿಕರು ಭಾಗವಹಿಸಿ, ಕೃಷಿ ಪಂಪ್‌ಸೆಟ್ ರೈತರಿಗೆ ವಿದ್ಯುತ್ ಪೂರೈಕೆ ಕೊರತೆ, ದಿನದ ನಿರ್ವಹಣೆ, ನಿರಂತರ ಜ್ಯೋತಿ (452, 533, 632, 654)
hosanagara-photo (52, 1166, 436, 1356)
imprint-footer (44, 1970, 1231, 2016)
